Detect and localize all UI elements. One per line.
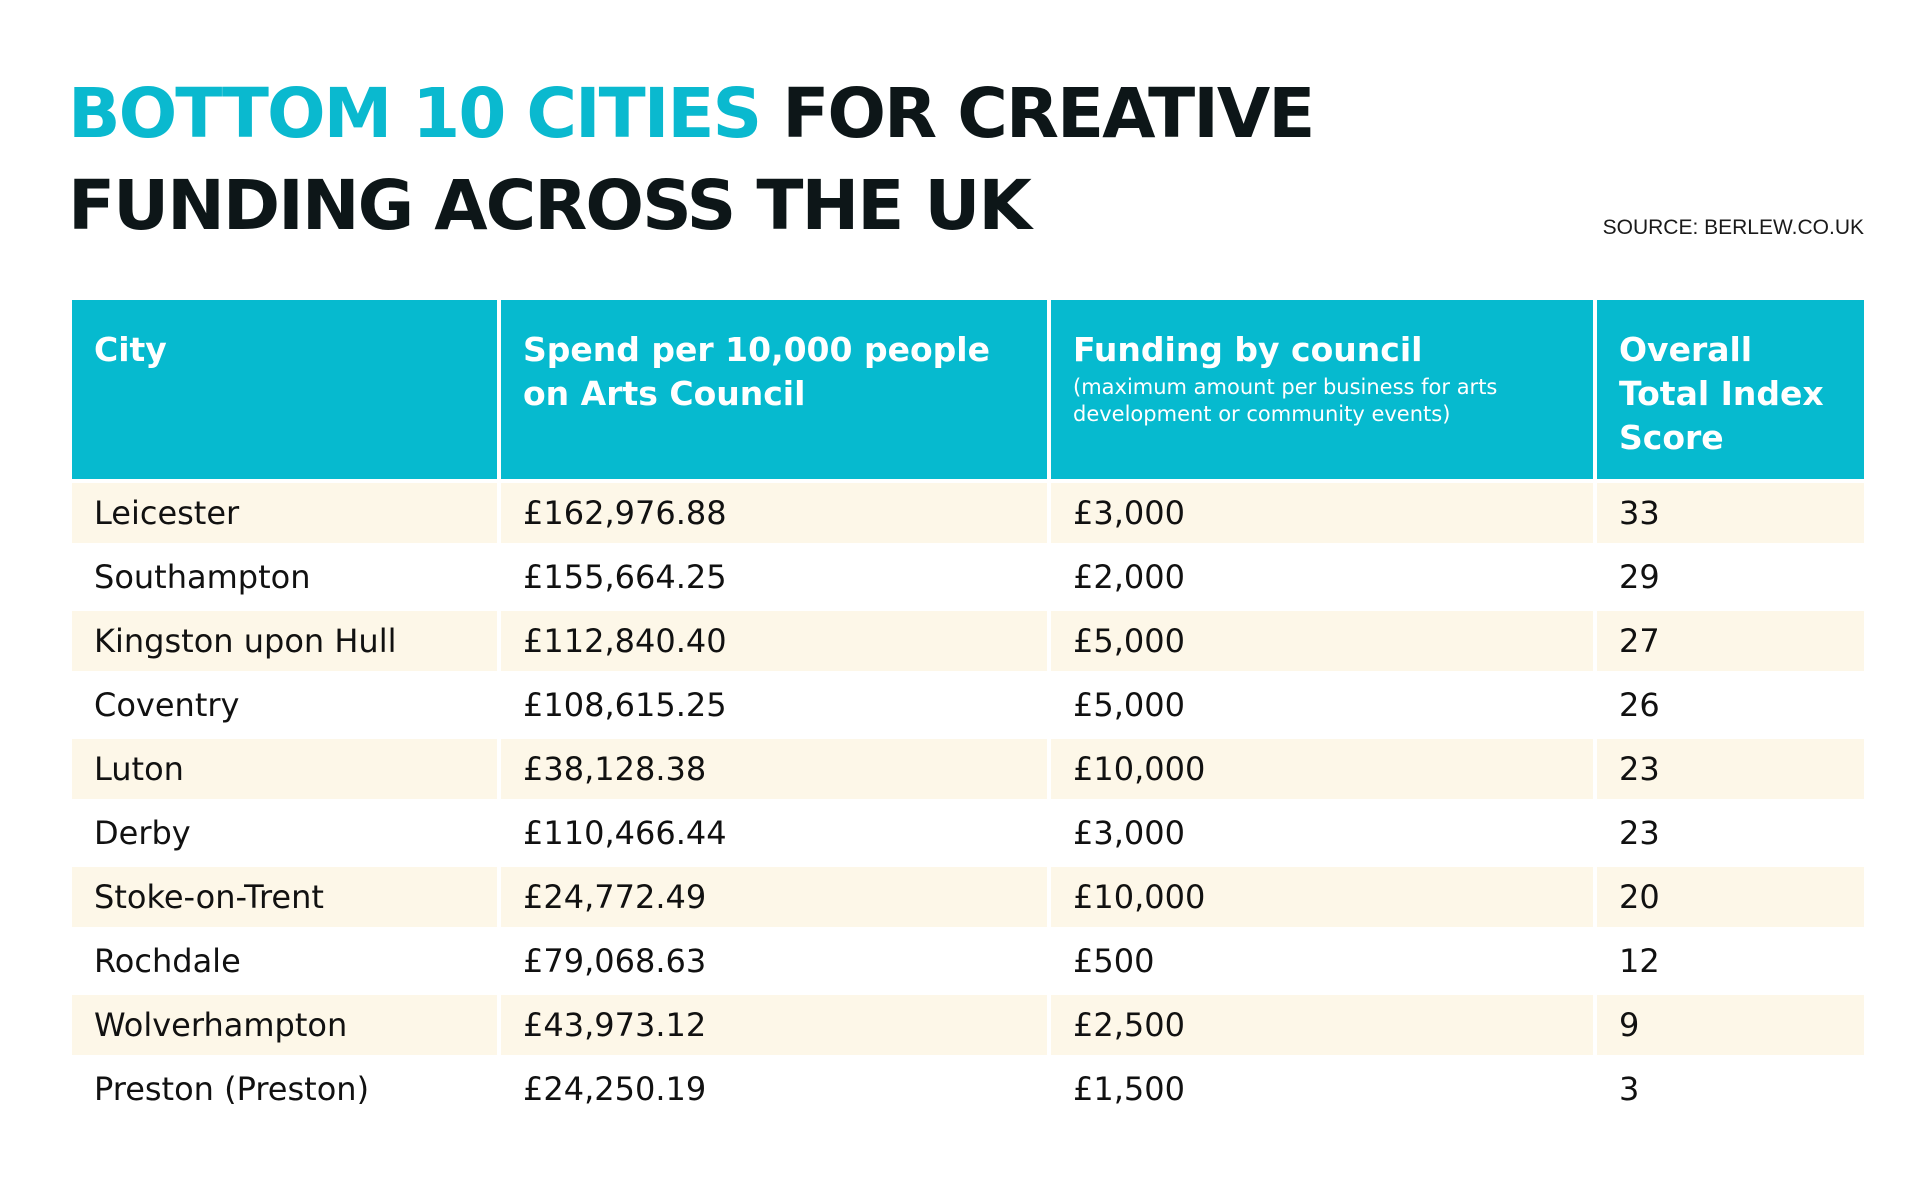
table-row <box>72 803 1864 863</box>
table-row <box>72 739 1864 799</box>
header-city <box>72 300 497 479</box>
cell-funding: £3,000 <box>1051 483 1593 543</box>
cell-score: 33 <box>1597 483 1864 543</box>
cell-score: 20 <box>1597 867 1864 927</box>
cell-spend: £112,840.40 <box>501 611 1047 671</box>
cell-score: 27 <box>1597 611 1864 671</box>
cell-score: 9 <box>1597 995 1864 1055</box>
cell-funding: £10,000 <box>1051 867 1593 927</box>
header-score <box>1597 300 1864 479</box>
cell-score: 26 <box>1619 686 1660 724</box>
table-row <box>72 483 1864 543</box>
cell-city: Wolverhampton <box>72 995 497 1055</box>
title-accent: BOTTOM 10 CITIES <box>68 74 761 154</box>
table-row <box>72 931 1864 991</box>
cell-funding: £5,000 <box>1051 611 1593 671</box>
cell-city: Stoke-on-Trent <box>72 867 497 927</box>
title-line1-rest: FOR CREATIVE <box>782 74 1314 154</box>
cell-spend: £162,976.88 <box>501 483 1047 543</box>
header-spend-label: Spend per 10,000 people on Arts Council <box>523 330 990 413</box>
header-funding-sub: (maximum amount per business for arts development or community events) <box>1073 375 1498 426</box>
cell-spend: £43,973.12 <box>501 995 1047 1055</box>
cell-funding: £2,000 <box>1073 558 1185 596</box>
cell-spend: £38,128.38 <box>501 739 1047 799</box>
header-score-label: Overall Total Index Score <box>1619 330 1824 457</box>
header-city-label: City <box>94 330 167 369</box>
cell-spend: £79,068.63 <box>523 942 707 980</box>
cell-city: Derby <box>94 814 191 852</box>
cell-city: Leicester <box>72 483 497 543</box>
cell-funding: £1,500 <box>1073 1070 1185 1108</box>
table-header <box>72 300 1864 479</box>
cell-spend: £108,615.25 <box>523 686 727 724</box>
header-spend <box>501 300 1047 479</box>
cell-city: Luton <box>72 739 497 799</box>
cell-spend: £24,250.19 <box>523 1070 707 1108</box>
table-row <box>72 547 1864 607</box>
cell-spend: £110,466.44 <box>523 814 727 852</box>
page-title <box>68 68 1388 252</box>
cell-spend: £24,772.49 <box>501 867 1047 927</box>
cell-funding: £500 <box>1073 942 1155 980</box>
cell-city: Southampton <box>94 558 311 596</box>
cell-funding: £3,000 <box>1073 814 1185 852</box>
cell-city: Preston (Preston) <box>94 1070 370 1108</box>
table-row <box>72 995 1864 1055</box>
header-funding <box>1051 300 1593 479</box>
table-row <box>72 675 1864 735</box>
cell-score: 29 <box>1619 558 1660 596</box>
cell-funding: £5,000 <box>1073 686 1185 724</box>
table-row <box>72 1059 1864 1119</box>
cell-city: Rochdale <box>94 942 241 980</box>
cell-score: 12 <box>1619 942 1660 980</box>
cell-score: 23 <box>1619 814 1660 852</box>
cell-score: 23 <box>1597 739 1864 799</box>
cell-funding: £10,000 <box>1051 739 1593 799</box>
cell-funding: £2,500 <box>1051 995 1593 1055</box>
cell-score: 3 <box>1619 1070 1640 1108</box>
data-table <box>72 300 1864 1119</box>
source-credit: SOURCE: BERLEW.CO.UK <box>1602 216 1864 239</box>
cell-city: Coventry <box>94 686 240 724</box>
header-funding-label: Funding by council <box>1073 330 1423 369</box>
cell-city: Kingston upon Hull <box>72 611 497 671</box>
table-row <box>72 611 1864 671</box>
title-line2: FUNDING ACROSS THE UK <box>68 166 1030 246</box>
cell-spend: £155,664.25 <box>523 558 727 596</box>
table-row <box>72 867 1864 927</box>
